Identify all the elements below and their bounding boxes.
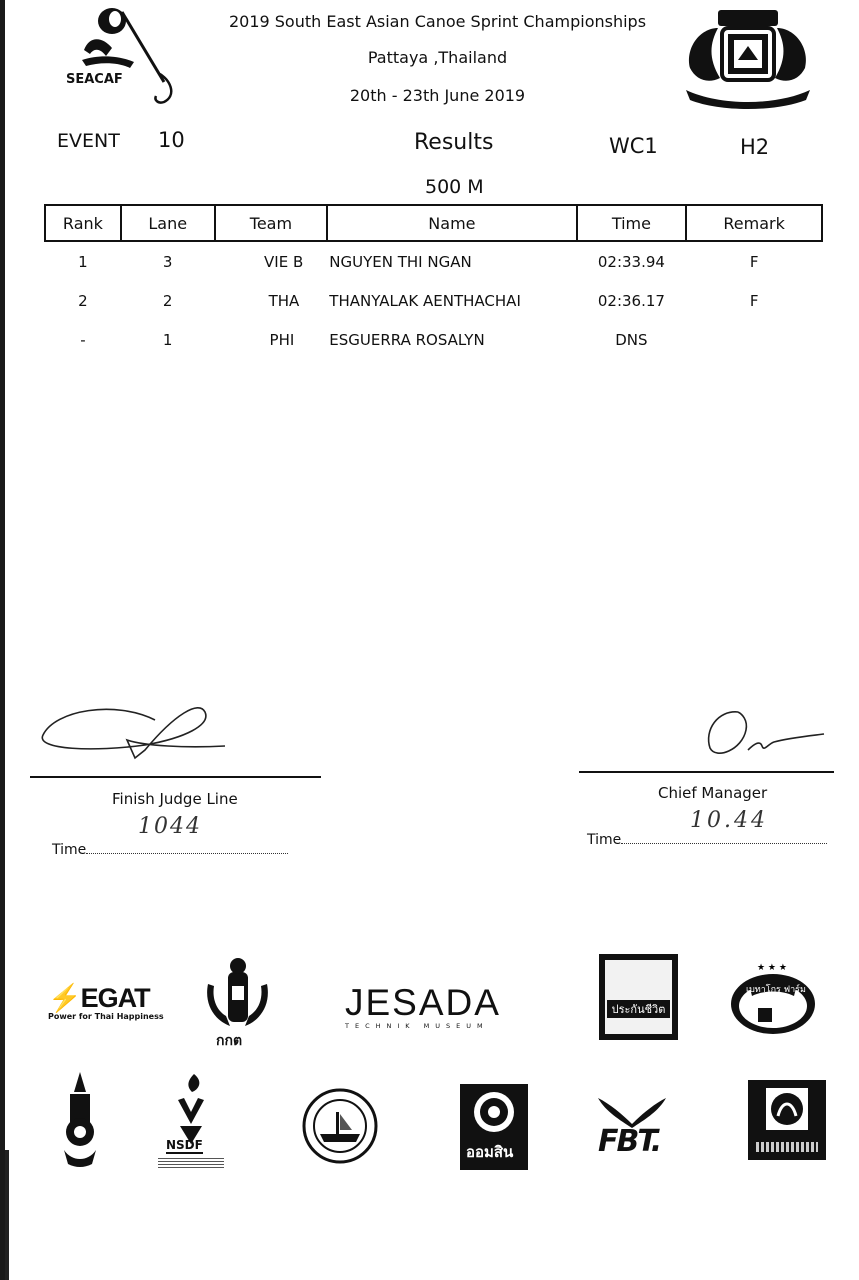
farm-name: เบทาโกร ฟาร์ม — [746, 985, 806, 995]
federation-crest — [680, 8, 815, 113]
championship-location: Pattaya ,Thailand — [367, 48, 508, 67]
event-label: EVENT — [57, 130, 120, 152]
navy-logo — [58, 1072, 102, 1168]
time-label: Time — [587, 832, 622, 848]
nsdf-logo — [158, 1074, 224, 1174]
egat-name: EGAT — [80, 983, 150, 1013]
insurance-logo — [599, 954, 678, 1040]
table-row — [45, 281, 822, 320]
kkt-name: กกต — [216, 1033, 243, 1049]
scan-edge-lower — [5, 1150, 9, 1280]
cell-team: PHI — [269, 330, 295, 349]
championship-title: 2019 South East Asian Canoe Sprint Championships — [228, 12, 647, 31]
svg-text:★ ★ ★: ★ ★ ★ — [757, 963, 787, 973]
signature-icon — [35, 690, 235, 770]
cell-remark: F — [749, 252, 759, 271]
crest-icon — [680, 8, 815, 113]
time-label: Time — [52, 842, 87, 858]
col-name: Name — [327, 205, 576, 241]
fbt-logo — [596, 1094, 668, 1164]
chief-manager-signature — [698, 700, 828, 770]
cell-time: 02:33.94 — [597, 252, 665, 271]
finish-judge-line — [30, 776, 321, 778]
cell-remark — [686, 320, 822, 359]
jesada-logo — [345, 982, 501, 1034]
time-dots — [621, 843, 827, 844]
chief-manager-time-value: 10.44 — [690, 808, 768, 833]
finish-judge-label: Finish Judge Line — [112, 790, 238, 808]
kkt-logo — [200, 954, 275, 1050]
cell-lane: 1 — [162, 330, 173, 349]
chief-manager-label: Chief Manager — [658, 784, 768, 802]
event-number: 10 — [158, 128, 185, 152]
cell-rank: 1 — [78, 252, 88, 271]
cell-name: THANYALAK AENTHACHAI — [329, 291, 521, 310]
cell-rank: 2 — [78, 291, 88, 310]
emblem-icon — [200, 954, 275, 1034]
jesada-sub: TECHNIK MUSEUM — [345, 1022, 489, 1030]
egat-flame-icon: ⚡ — [48, 983, 81, 1013]
seal-icon — [302, 1088, 378, 1164]
gsb-name: ออมสิน — [466, 1143, 514, 1161]
seacaf-text: SEACAF — [66, 72, 123, 87]
chief-manager-line — [579, 771, 834, 773]
col-rank: Rank — [45, 205, 121, 241]
navy-emblem-icon — [58, 1072, 102, 1168]
table-row — [45, 320, 822, 359]
farm-badge-icon — [728, 962, 818, 1042]
cell-name: NGUYEN THI NGAN — [329, 252, 472, 271]
harbour-seal-logo — [302, 1088, 378, 1164]
egat-logo — [48, 983, 164, 1032]
category-label: WC1 — [609, 134, 658, 158]
nsdf-name: NSDF — [166, 1138, 203, 1152]
finish-judge-signature — [35, 690, 235, 770]
table-row — [45, 241, 822, 281]
results-header-row — [45, 205, 822, 241]
col-remark: Remark — [686, 205, 822, 241]
bank-fine-print — [756, 1142, 818, 1152]
cell-lane: 2 — [162, 291, 173, 310]
fbt-name: FBT. — [598, 1124, 661, 1159]
time-dots — [86, 853, 288, 854]
cell-team: VIE B — [264, 252, 304, 271]
cell-team: THA — [268, 291, 300, 310]
finish-judge-time-value: 1044 — [138, 814, 202, 839]
cell-time: DNS — [615, 330, 648, 349]
jesada-name: JESADA — [345, 982, 501, 1023]
finish-judge-time — [52, 842, 288, 858]
insurance-name: ประกันชีวิต — [607, 1000, 670, 1018]
distance-label: 500 M — [425, 176, 484, 198]
heat-label: H2 — [740, 135, 770, 159]
signature-icon — [698, 700, 828, 770]
bank-emblem-icon — [748, 1080, 826, 1136]
gsb-emblem-icon — [460, 1084, 528, 1144]
gsb-logo — [460, 1084, 528, 1170]
results-table — [44, 204, 823, 359]
col-time: Time — [577, 205, 687, 241]
chief-manager-time — [587, 832, 827, 848]
cell-time: 02:36.17 — [597, 291, 665, 310]
cell-lane: 3 — [162, 252, 173, 271]
cell-remark: F — [749, 291, 759, 310]
nsdf-fine-print — [158, 1156, 224, 1170]
col-team: Team — [215, 205, 328, 241]
col-lane: Lane — [121, 205, 215, 241]
bank-logo — [748, 1080, 826, 1160]
cell-name: ESGUERRA ROSALYN — [329, 330, 485, 349]
torch-icon — [158, 1074, 224, 1144]
scan-edge — [0, 0, 5, 1280]
egat-tagline: Power for Thai Happiness — [48, 1012, 164, 1021]
farm-logo — [728, 962, 818, 1042]
results-label: Results — [414, 130, 494, 155]
cell-rank: - — [80, 330, 86, 349]
championship-dates: 20th - 23th June 2019 — [349, 86, 526, 105]
